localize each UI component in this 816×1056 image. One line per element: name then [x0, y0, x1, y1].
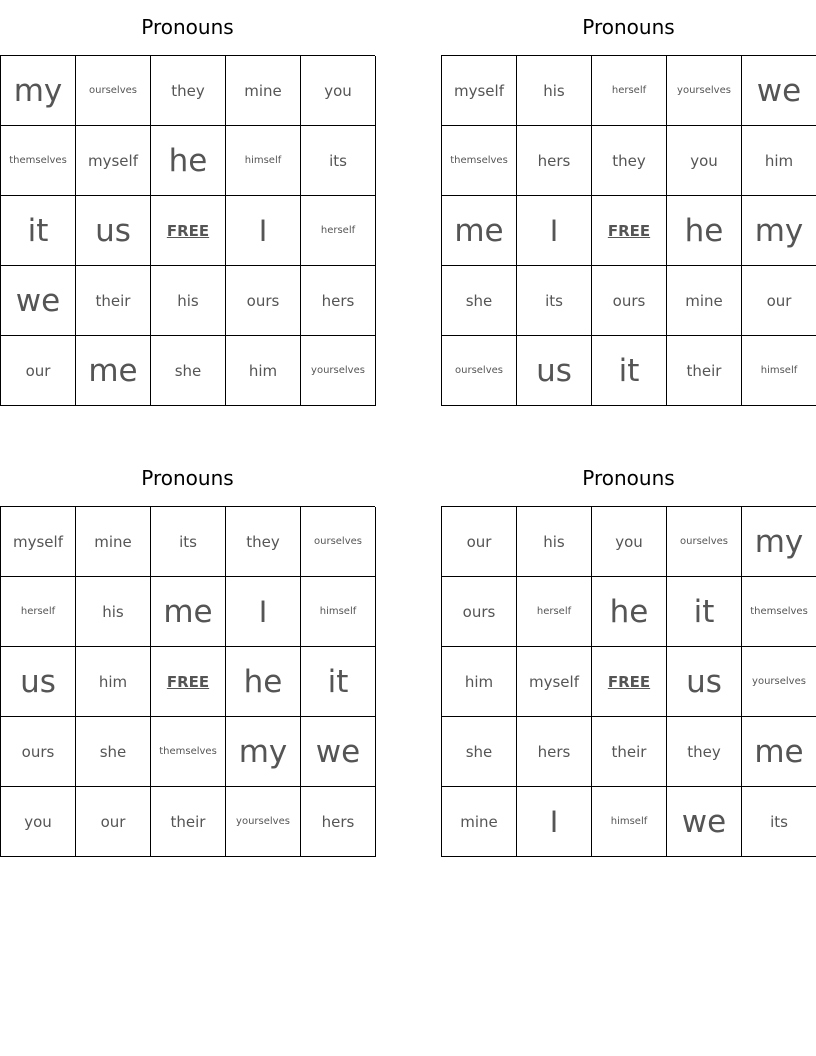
bingo-cell: she — [442, 266, 517, 336]
bingo-cell: he — [667, 196, 742, 266]
card-title: Pronouns — [582, 15, 675, 39]
bingo-cell: herself — [1, 577, 76, 647]
bingo-cell: he — [592, 577, 667, 647]
bingo-cell: they — [226, 507, 301, 577]
bingo-cell: mine — [226, 56, 301, 126]
bingo-cell: us — [667, 647, 742, 717]
bingo-cell: me — [442, 196, 517, 266]
bingo-cell: their — [592, 717, 667, 787]
bingo-cell: its — [151, 507, 226, 577]
bingo-cell: themselves — [151, 717, 226, 787]
bingo-cell: himself — [592, 787, 667, 857]
bingo-cell: ours — [442, 577, 517, 647]
bingo-cell: himself — [226, 126, 301, 196]
bingo-cell: she — [442, 717, 517, 787]
bingo-cell: me — [151, 577, 226, 647]
bingo-cell: you — [592, 507, 667, 577]
bingo-cell: ourselves — [301, 507, 376, 577]
bingo-cell: us — [76, 196, 151, 266]
bingo-cell: himself — [301, 577, 376, 647]
bingo-cell: you — [1, 787, 76, 857]
bingo-cell: I — [226, 577, 301, 647]
bingo-cell: you — [667, 126, 742, 196]
bingo-cell: me — [742, 717, 816, 787]
bingo-cell: I — [517, 787, 592, 857]
bingo-cell: our — [742, 266, 816, 336]
bingo-cell: myself — [517, 647, 592, 717]
bingo-cell: themselves — [1, 126, 76, 196]
bingo-card-1 — [0, 0, 375, 406]
bingo-cell: my — [742, 196, 816, 266]
bingo-cell: their — [151, 787, 226, 857]
bingo-cell: him — [76, 647, 151, 717]
bingo-card-4 — [441, 451, 816, 857]
bingo-grid — [441, 506, 816, 857]
bingo-cell: we — [667, 787, 742, 857]
bingo-cell: they — [151, 56, 226, 126]
bingo-cell: their — [76, 266, 151, 336]
bingo-cell: him — [442, 647, 517, 717]
free-space: FREE — [592, 647, 667, 717]
bingo-cell: she — [151, 336, 226, 406]
bingo-cell: we — [1, 266, 76, 336]
bingo-cell: ours — [1, 717, 76, 787]
bingo-cell: our — [442, 507, 517, 577]
bingo-cell: hers — [517, 126, 592, 196]
bingo-cell: our — [76, 787, 151, 857]
bingo-cell: us — [1, 647, 76, 717]
bingo-cell: they — [667, 717, 742, 787]
bingo-cell: his — [151, 266, 226, 336]
bingo-cell: I — [226, 196, 301, 266]
bingo-cell: my — [226, 717, 301, 787]
bingo-cell: my — [742, 507, 816, 577]
bingo-cell: I — [517, 196, 592, 266]
bingo-cell: you — [301, 56, 376, 126]
bingo-cell: themselves — [442, 126, 517, 196]
card-title: Pronouns — [582, 466, 675, 490]
bingo-cell: my — [1, 56, 76, 126]
bingo-cell: his — [76, 577, 151, 647]
card-title: Pronouns — [141, 15, 234, 39]
bingo-cell: ours — [592, 266, 667, 336]
bingo-cell: herself — [517, 577, 592, 647]
bingo-grid — [0, 506, 375, 857]
bingo-grid — [441, 55, 816, 406]
free-space: FREE — [592, 196, 667, 266]
bingo-cell: us — [517, 336, 592, 406]
bingo-cell: she — [76, 717, 151, 787]
bingo-cell: its — [301, 126, 376, 196]
bingo-cell: it — [667, 577, 742, 647]
bingo-cell: ourselves — [442, 336, 517, 406]
bingo-cell: mine — [76, 507, 151, 577]
bingo-card-3 — [0, 451, 375, 857]
bingo-cell: me — [76, 336, 151, 406]
bingo-cell: myself — [442, 56, 517, 126]
bingo-cell: herself — [592, 56, 667, 126]
bingo-cell: mine — [442, 787, 517, 857]
bingo-grid — [0, 55, 375, 406]
bingo-cell: it — [301, 647, 376, 717]
bingo-cell: our — [1, 336, 76, 406]
bingo-cell: yourselves — [301, 336, 376, 406]
card-title: Pronouns — [141, 466, 234, 490]
bingo-cell: its — [742, 787, 816, 857]
free-space: FREE — [151, 647, 226, 717]
bingo-cell: his — [517, 507, 592, 577]
bingo-cell: herself — [301, 196, 376, 266]
bingo-cell: its — [517, 266, 592, 336]
bingo-cell: we — [742, 56, 816, 126]
free-space: FREE — [151, 196, 226, 266]
bingo-cell: his — [517, 56, 592, 126]
bingo-cell: yourselves — [742, 647, 816, 717]
bingo-cell: him — [742, 126, 816, 196]
bingo-cell: yourselves — [667, 56, 742, 126]
bingo-card-2 — [441, 0, 816, 406]
bingo-cell: hers — [301, 266, 376, 336]
bingo-cell: mine — [667, 266, 742, 336]
bingo-cell: myself — [76, 126, 151, 196]
bingo-cell: himself — [742, 336, 816, 406]
bingo-cell: hers — [301, 787, 376, 857]
bingo-cell: we — [301, 717, 376, 787]
bingo-cell: he — [226, 647, 301, 717]
bingo-cell: ourselves — [667, 507, 742, 577]
bingo-cell: their — [667, 336, 742, 406]
bingo-cell: it — [592, 336, 667, 406]
bingo-cell: they — [592, 126, 667, 196]
bingo-cell: ours — [226, 266, 301, 336]
bingo-cell: themselves — [742, 577, 816, 647]
bingo-cell: him — [226, 336, 301, 406]
bingo-cell: it — [1, 196, 76, 266]
bingo-cell: yourselves — [226, 787, 301, 857]
bingo-cell: myself — [1, 507, 76, 577]
bingo-cell: he — [151, 126, 226, 196]
bingo-cell: ourselves — [76, 56, 151, 126]
bingo-cell: hers — [517, 717, 592, 787]
